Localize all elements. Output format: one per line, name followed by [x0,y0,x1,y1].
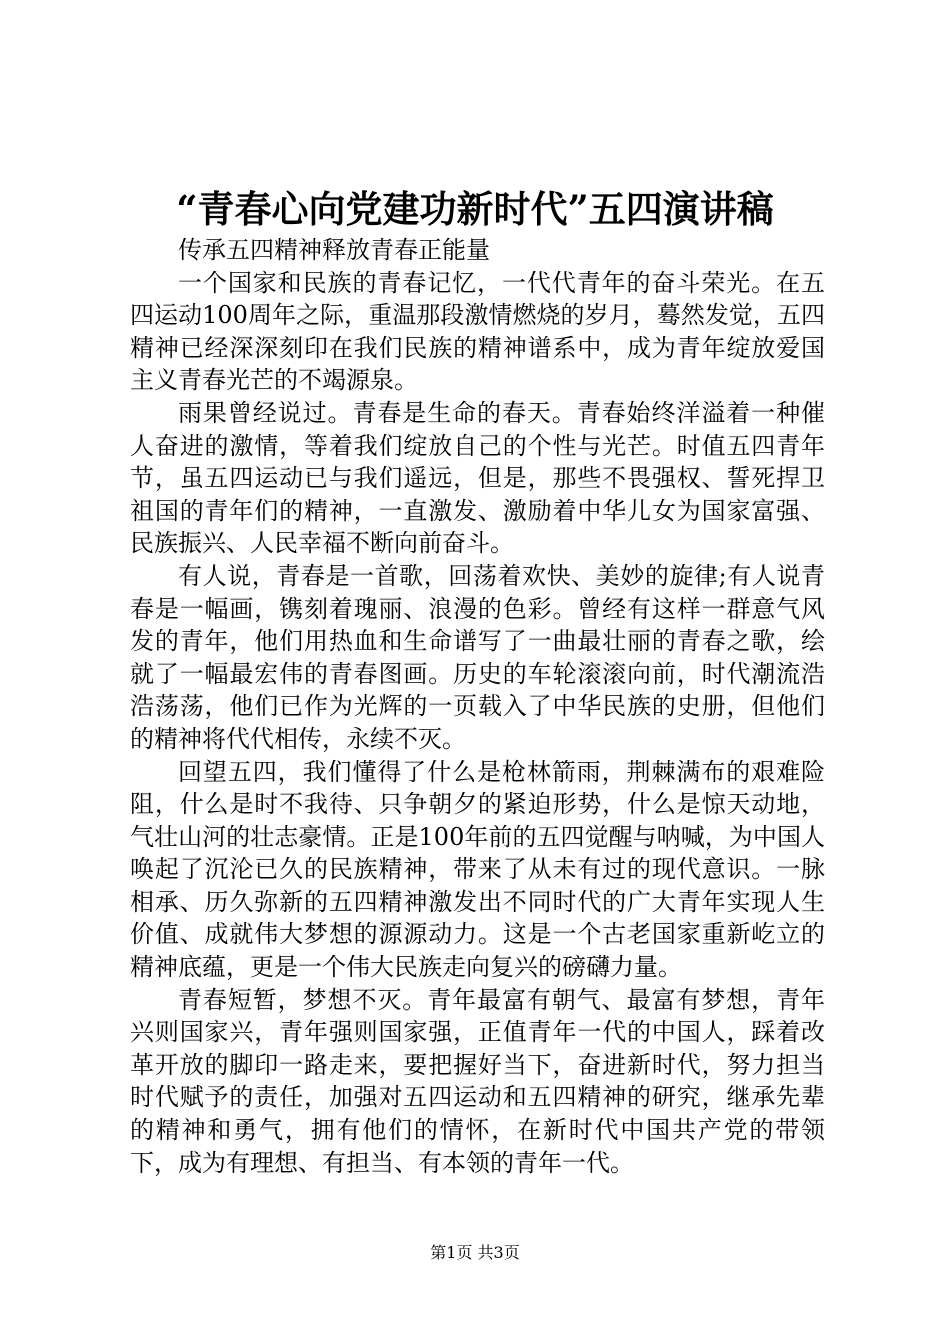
body-paragraph: 雨果曾经说过。青春是生命的春天。青春始终洋溢着一种催人奋进的激情，等着我们绽放自己的个性与光芒。时值五四青年节，虽五四运动已与我们遥远，但是，那些不畏强权、誓死捍卫祖国的青年们的精神，一直激发、激励着中华儿女为国家富强、民族振兴、人民幸福不断向前奋斗。 [130,398,825,558]
subtitle-paragraph: 传承五四精神释放青春正能量 [178,236,490,264]
body-paragraph: 青春短暂，梦想不灭。青年最富有朝气、最富有梦想，青年兴则国家兴，青年强则国家强，正值青年一代的中国人，踩着改革开放的脚印一路走来，要把握好当下，奋进新时代，努力担当时代赋予的责任，加强对五四运动和五四精神的研究，继承先辈的精神和勇气，拥有他们的情怀，在新时代中国共产党的带领下，成为有理想、有担当、有本领的青年一代。 [130,985,825,1177]
body-paragraph: 一个国家和民族的青春记忆，一代代青年的奋斗荣光。在五四运动100周年之际，重温那段激情燃烧的岁月，蓦然发觉，五四精神已经深深刻印在我们民族的精神谱系中，成为青年绽放爱国主义青春光芒的不竭源泉。 [130,268,825,395]
body-paragraph: 有人说，青春是一首歌，回荡着欢快、美妙的旋律;有人说青春是一幅画，镌刻着瑰丽、浪漫的色彩。曾经有这样一群意气风发的青年，他们用热血和生命谱写了一曲最壮丽的青春之歌，绘就了一幅最宏伟的青春图画。历史的车轮滚滚向前，时代潮流浩浩荡荡，他们已作为光辉的一页载入了中华民族的史册，但他们的精神将代代相传，永续不灭。 [130,561,825,753]
document-body [130,234,825,1179]
body-paragraph: 回望五四，我们懂得了什么是枪林箭雨，荆棘满布的艰难险阻，什么是时不我待、只争朝夕的紧迫形势，什么是惊天动地，气壮山河的壮志豪情。正是100年前的五四觉醒与呐喊，为中国人唤起了沉沦已久的民族精神，带来了从未有过的现代意识。一脉相承、历久弥新的五四精神激发出不同时代的广大青年实现人生价值、成就伟大梦想的源源动力。这是一个古老国家重新屹立的精神底蕴，更是一个伟大民族走向复兴的磅礴力量。 [130,757,825,982]
page-number-footer: 第1页 共3页 [430,1243,520,1262]
document-title: “青春心向党建功新时代”五四演讲稿 [176,187,774,231]
